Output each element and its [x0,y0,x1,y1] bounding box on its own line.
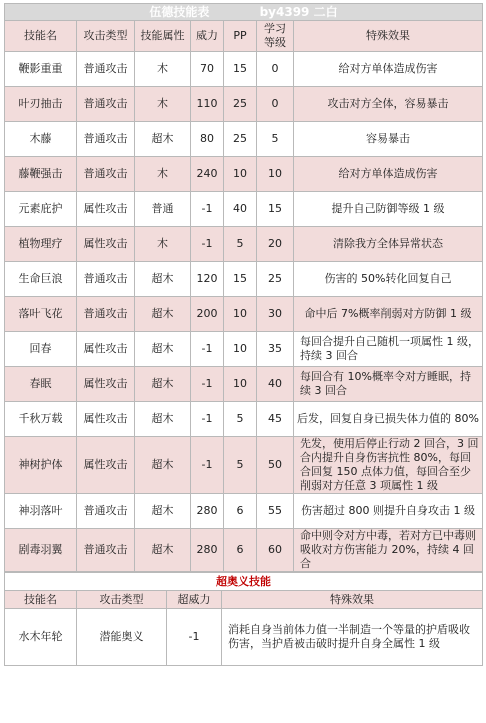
ultimate-skill-effect: 消耗自身当前体力值一半制造一个等量的护盾吸收伤害，当护盾被击破时提升自身全属性 1 级 [222,609,483,666]
ultimate-header-type: 攻击类型 [77,591,167,609]
skill-power: 80 [191,122,224,157]
skill-name: 剧毒羽翼 [5,529,77,572]
skill-power: -1 [191,402,224,437]
skill-attr: 木 [135,87,191,122]
skill-type: 属性攻击 [77,192,135,227]
skill-table-container [4,3,482,666]
skill-attr: 超木 [135,437,191,494]
skill-attr: 木 [135,52,191,87]
skill-power: 120 [191,262,224,297]
ultimate-header-effect: 特殊效果 [222,591,483,609]
skill-effect: 给对方单体造成伤害 [294,52,483,87]
ultimate-section-title: 超奥义技能 [5,573,483,591]
skill-level: 10 [257,157,294,192]
skill-level: 35 [257,332,294,367]
skill-power: -1 [191,227,224,262]
skill-type: 属性攻击 [77,437,135,494]
skill-level: 25 [257,262,294,297]
table-row [5,157,483,192]
skill-pp: 15 [224,52,257,87]
skill-effect: 容易暴击 [294,122,483,157]
table-row [5,494,483,529]
skill-power: 280 [191,529,224,572]
skill-name: 鞭影重重 [5,52,77,87]
skill-pp: 5 [224,402,257,437]
header-level: 学习等级 [257,21,294,52]
table-row [5,437,483,494]
skill-type: 属性攻击 [77,367,135,402]
table-title [5,4,483,21]
skill-effect: 后发，回复自身已损失体力值的 80% [294,402,483,437]
skill-pp: 15 [224,262,257,297]
skill-type: 普通攻击 [77,87,135,122]
header-attr: 技能属性 [135,21,191,52]
skill-attr: 木 [135,157,191,192]
header-pp: PP [224,21,257,52]
skill-attr: 超木 [135,494,191,529]
skill-pp: 25 [224,87,257,122]
skill-type: 普通攻击 [77,529,135,572]
skill-name: 植物理疗 [5,227,77,262]
skill-name: 千秋万载 [5,402,77,437]
skill-type: 属性攻击 [77,402,135,437]
table-row [5,52,483,87]
skill-pp: 25 [224,122,257,157]
skill-level: 0 [257,87,294,122]
skill-name: 生命巨浪 [5,262,77,297]
skill-level: 0 [257,52,294,87]
skill-power: -1 [191,437,224,494]
table-row [5,297,483,332]
skill-attr: 超木 [135,297,191,332]
skill-name: 神树护体 [5,437,77,494]
skill-pp: 5 [224,227,257,262]
ultimate-header-row [5,591,483,609]
skill-pp: 6 [224,494,257,529]
header-power: 威力 [191,21,224,52]
skill-attr: 超木 [135,367,191,402]
skill-type: 普通攻击 [77,52,135,87]
table-row [5,262,483,297]
table-row [5,122,483,157]
skill-name: 神羽落叶 [5,494,77,529]
skill-pp: 5 [224,437,257,494]
table-title-text: 伍德技能表 [149,5,210,19]
table-row [5,87,483,122]
skill-attr: 木 [135,227,191,262]
skill-type: 普通攻击 [77,122,135,157]
skill-power: 70 [191,52,224,87]
skill-pp: 6 [224,529,257,572]
table-row [5,402,483,437]
skill-table [4,3,483,572]
skill-type: 属性攻击 [77,332,135,367]
skill-pp: 10 [224,157,257,192]
skill-power: -1 [191,332,224,367]
skill-type: 属性攻击 [77,227,135,262]
skill-name: 叶刃抽击 [5,87,77,122]
skill-power: 280 [191,494,224,529]
skill-pp: 10 [224,332,257,367]
ultimate-header-power: 超威力 [167,591,222,609]
skill-effect: 伤害的 50%转化回复自己 [294,262,483,297]
skill-power: 200 [191,297,224,332]
ultimate-skill-type: 潜能奥义 [77,609,167,666]
skill-attr: 超木 [135,332,191,367]
skill-name: 藤鞭强击 [5,157,77,192]
skill-effect: 命中后 7%概率削弱对方防御 1 级 [294,297,483,332]
table-author: by4399 二白 [259,5,338,19]
skill-power: -1 [191,192,224,227]
skill-effect: 每回合有 10%概率令对方睡眠，持续 3 回合 [294,367,483,402]
skill-effect: 先发，使用后停止行动 2 回合，3 回合内提升自身伤害抗性 80%，每回合回复 150 点体力值，每回合至少削弱对方任意 3 项属性 1 级 [294,437,483,494]
table-row [5,192,483,227]
skill-level: 30 [257,297,294,332]
skill-level: 60 [257,529,294,572]
skill-name: 落叶飞花 [5,297,77,332]
ultimate-skill-power: -1 [167,609,222,666]
table-row [5,332,483,367]
ultimate-skill-name: 水木年轮 [5,609,77,666]
skill-level: 50 [257,437,294,494]
table-row [5,227,483,262]
skill-attr: 普通 [135,192,191,227]
skill-type: 普通攻击 [77,494,135,529]
skill-name: 回春 [5,332,77,367]
skill-effect: 命中则令对方中毒，若对方已中毒则吸收对方伤害能力 20%，持续 4 回合 [294,529,483,572]
skill-level: 55 [257,494,294,529]
skill-effect: 伤害超过 800 则提升自身攻击 1 级 [294,494,483,529]
header-type: 攻击类型 [77,21,135,52]
skill-level: 5 [257,122,294,157]
skill-attr: 超木 [135,402,191,437]
skill-level: 45 [257,402,294,437]
skill-level: 40 [257,367,294,402]
skill-type: 普通攻击 [77,297,135,332]
skill-type: 普通攻击 [77,262,135,297]
header-effect: 特殊效果 [294,21,483,52]
skill-effect: 给对方单体造成伤害 [294,157,483,192]
ultimate-row [5,609,483,666]
skill-effect: 每回合提升自己随机一项属性 1 级，持续 3 回合 [294,332,483,367]
skill-effect: 攻击对方全体，容易暴击 [294,87,483,122]
ultimate-header-name: 技能名 [5,591,77,609]
table-header-row [5,21,483,52]
ultimate-table [4,572,483,666]
skill-power: 240 [191,157,224,192]
skill-name: 木藤 [5,122,77,157]
skill-effect: 提升自己防御等级 1 级 [294,192,483,227]
skill-level: 20 [257,227,294,262]
header-name: 技能名 [5,21,77,52]
table-row [5,529,483,572]
skill-attr: 超木 [135,122,191,157]
skill-pp: 10 [224,297,257,332]
table-row [5,367,483,402]
skill-pp: 40 [224,192,257,227]
skill-attr: 超木 [135,529,191,572]
skill-attr: 超木 [135,262,191,297]
skill-level: 15 [257,192,294,227]
skill-power: 110 [191,87,224,122]
skill-effect: 清除我方全体异常状态 [294,227,483,262]
skill-name: 春眠 [5,367,77,402]
skill-type: 普通攻击 [77,157,135,192]
skill-pp: 10 [224,367,257,402]
skill-name: 元素庇护 [5,192,77,227]
skill-power: -1 [191,367,224,402]
